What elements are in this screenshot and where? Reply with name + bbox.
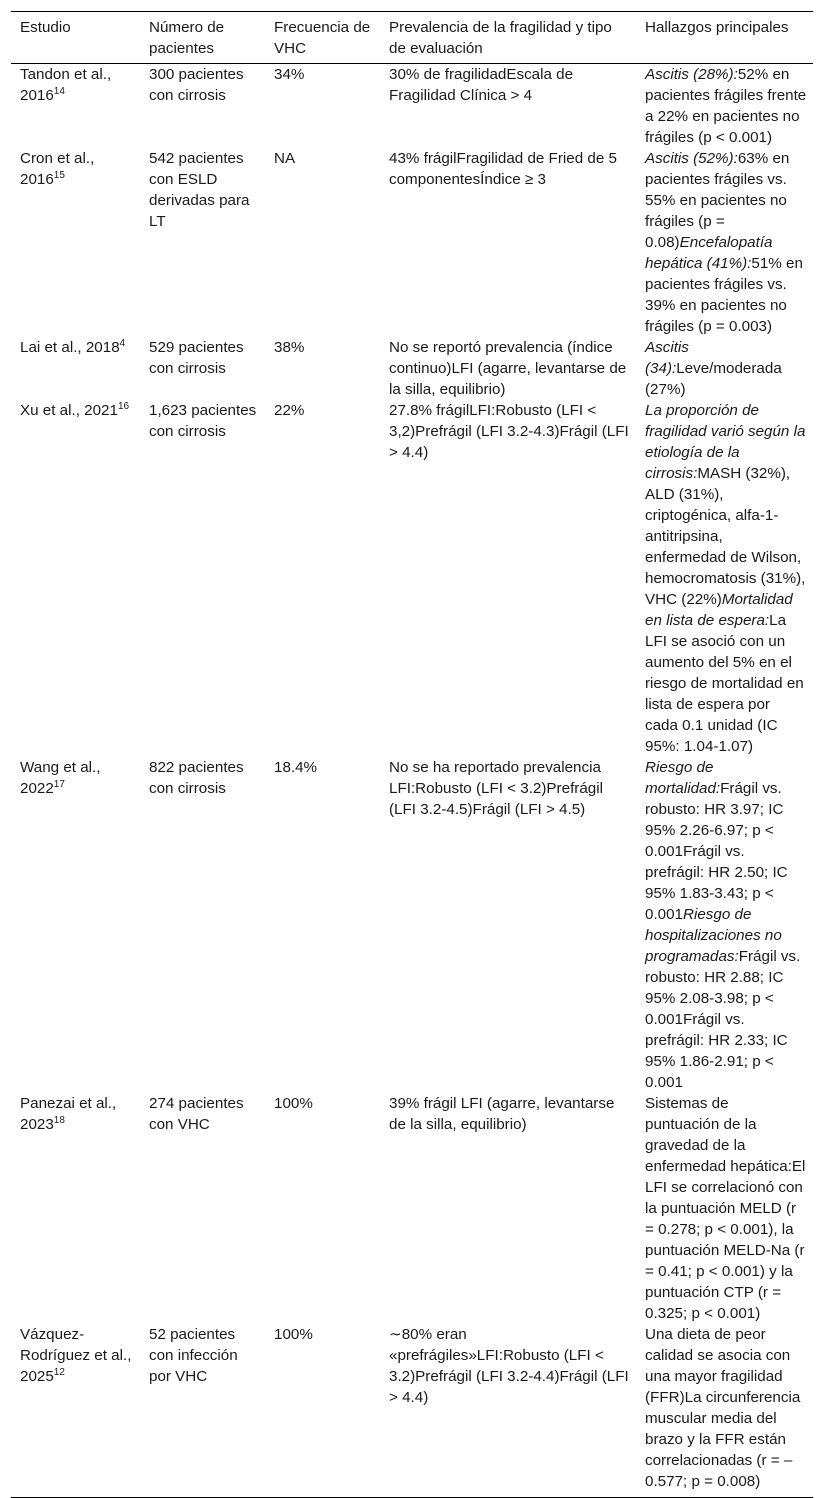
study-name: Xu et al., 2021 [20, 402, 118, 419]
cell-prevalence: 30% de fragilidadEscala de Fragilidad Clínica > 4 [389, 66, 574, 104]
finding-heading: Riesgo de mortalidad: [645, 759, 721, 797]
cell-prevalence: No se reportó prevalencia (índice continuo)LFI (agarre, levantarse de la silla, equilibrio) [389, 339, 627, 398]
cell-patients: 542 pacientes con ESLD derivadas para LT [149, 150, 250, 230]
cell-findings [636, 148, 813, 337]
finding-heading: Ascitis (28%): [645, 66, 738, 83]
cell-study [11, 1093, 140, 1324]
cell-findings [636, 757, 813, 1093]
study-name: Wang et al., 2022 [20, 759, 101, 797]
cell-findings [636, 64, 813, 149]
cell-prevalence: 27.8% frágilLFI:Robusto (LFI < 3,2)Prefrágil (LFI 3.2-4.3)Frágil (LFI > 4.4) [389, 402, 629, 461]
finding-text: Frágil vs. robusto: HR 3.97; IC 95% 2.26-6.97; p < 0.001Frágil vs. prefrágil: HR 2.50; IC 95% 1.83-3.43; p < 0.001 [645, 780, 788, 923]
finding-text: Leve/moderada (27%) [645, 360, 782, 398]
finding-heading: La proporción de fragilidad varió según la etiología de la cirrosis: [645, 402, 806, 482]
study-name: Lai et al., 2018 [20, 339, 120, 356]
header-prevalencia: Prevalencia de la fragilidad y tipo de evaluación [380, 12, 636, 64]
finding-heading: Encefalopatía hepática (41%): [645, 234, 773, 272]
finding-text: 63% en pacientes frágiles vs. 55% en pacientes no frágiles (p = 0.08) [645, 150, 790, 251]
study-reference: 16 [117, 400, 130, 412]
cell-study [11, 64, 140, 149]
cell-prevalence: No se ha reportado prevalencia LFI:Robusto (LFI < 3.2)Prefrágil (LFI 3.2-4.5)Frágil (LFI > 4.5) [389, 759, 603, 818]
study-name: Vázquez-Rodríguez et al., 2025 [20, 1326, 132, 1385]
cell-patients: 300 pacientes con cirrosis [149, 66, 244, 104]
table-row [11, 337, 813, 400]
header-pacientes: Número de pacientes [140, 12, 265, 64]
table-row [11, 400, 813, 757]
finding-text: Sistemas de puntuación de la gravedad de la enfermedad hepática:El LFI se correlacionó con la puntuación MELD (r = 0.278; p < 0.001), la puntuación MELD-Na (r = 0.41; p < 0.001) y la puntuación CTP (r = 0.325; p < 0.001) [645, 1095, 806, 1322]
table-row [11, 148, 813, 337]
finding-heading: Mortalidad en lista de espera: [645, 591, 793, 629]
table-row [11, 757, 813, 1093]
finding-text: Frágil vs. robusto: HR 2.88; IC 95% 2.08-3.98; p < 0.001Frágil vs. prefrágil: HR 2.33; IC 95% 1.86-2.91; p < 0.001 [645, 948, 801, 1091]
finding-text: Una dieta de peor calidad se asocia con una mayor fragilidad (FFR)La circunferencia muscular media del brazo y la FFR están correlacionadas (r = –0.577; p = 0.008) [645, 1326, 801, 1490]
header-hallazgos: Hallazgos principales [636, 12, 813, 64]
study-reference: 14 [53, 85, 65, 97]
study-reference: 18 [53, 1114, 65, 1126]
study-table [11, 11, 813, 1498]
study-name: Panezai et al., 2023 [20, 1095, 117, 1133]
finding-heading: Riesgo de hospitalizaciones no programadas: [645, 906, 782, 965]
cell-patients: 1,623 pacientes con cirrosis [149, 402, 257, 440]
table-body [11, 64, 813, 1498]
table-row [11, 1324, 813, 1498]
cell-frequency: 38% [274, 339, 305, 356]
cell-frequency: 100% [265, 1324, 380, 1498]
study-reference: 15 [53, 169, 65, 181]
cell-patients: 822 pacientes con cirrosis [149, 759, 244, 797]
cell-patients: 52 pacientes con infección por VHC [140, 1324, 265, 1498]
cell-patients: 274 pacientes con VHC [149, 1095, 244, 1133]
cell-patients: 529 pacientes con cirrosis [149, 339, 244, 377]
cell-findings [636, 1093, 813, 1324]
study-reference: 4 [119, 337, 126, 349]
cell-frequency: NA [274, 150, 296, 167]
header-frecuencia: Frecuencia de VHC [265, 12, 380, 64]
finding-text: 52% en pacientes frágiles frente a 22% en pacientes no frágiles (p < 0.001) [645, 66, 807, 146]
cell-frequency: 34% [274, 66, 305, 83]
table-row [11, 1093, 813, 1324]
cell-prevalence: 39% frágil LFI (agarre, levantarse de la silla, equilibrio) [389, 1095, 615, 1133]
table-header-row [11, 12, 813, 64]
cell-prevalence: ∼80% eran «prefrágiles»LFI:Robusto (LFI < 3.2)Prefrágil (LFI 3.2-4.4)Frágil (LFI > 4.4) [380, 1324, 636, 1498]
cell-frequency: 22% [274, 402, 305, 419]
cell-study [11, 757, 140, 1093]
finding-heading: Ascitis (52%): [645, 150, 738, 167]
finding-text: 51% en pacientes frágiles vs. 39% en pacientes no frágiles (p = 0.003) [645, 255, 803, 335]
cell-frequency: 100% [274, 1095, 313, 1112]
cell-prevalence: 43% frágilFragilidad de Fried de 5 componentesÍndice ≥ 3 [389, 150, 617, 188]
study-reference: 17 [53, 778, 65, 790]
cell-findings [636, 400, 813, 757]
cell-study [11, 148, 140, 337]
study-reference: 12 [53, 1366, 65, 1378]
finding-heading: Ascitis (34): [645, 339, 689, 377]
cell-findings [636, 337, 813, 400]
finding-text: La LFI se asoció con un aumento del 5% en el riesgo de mortalidad en lista de espera por cada 0.1 unidad (IC 95%: 1.04-1.07) [645, 612, 804, 755]
cell-study [11, 1324, 140, 1498]
cell-findings [636, 1324, 813, 1498]
cell-study [11, 337, 140, 400]
cell-study [11, 400, 140, 757]
study-name: Cron et al., 2016 [20, 150, 95, 188]
study-name: Tandon et al., 2016 [20, 66, 112, 104]
header-estudio: Estudio [11, 12, 140, 64]
finding-text: MASH (32%), ALD (31%), criptogénica, alfa-1-antitripsina, enfermedad de Wilson, hemocromatosis (31%), VHC (22%) [645, 465, 806, 608]
table-row [11, 64, 813, 149]
cell-frequency: 18.4% [274, 759, 318, 776]
